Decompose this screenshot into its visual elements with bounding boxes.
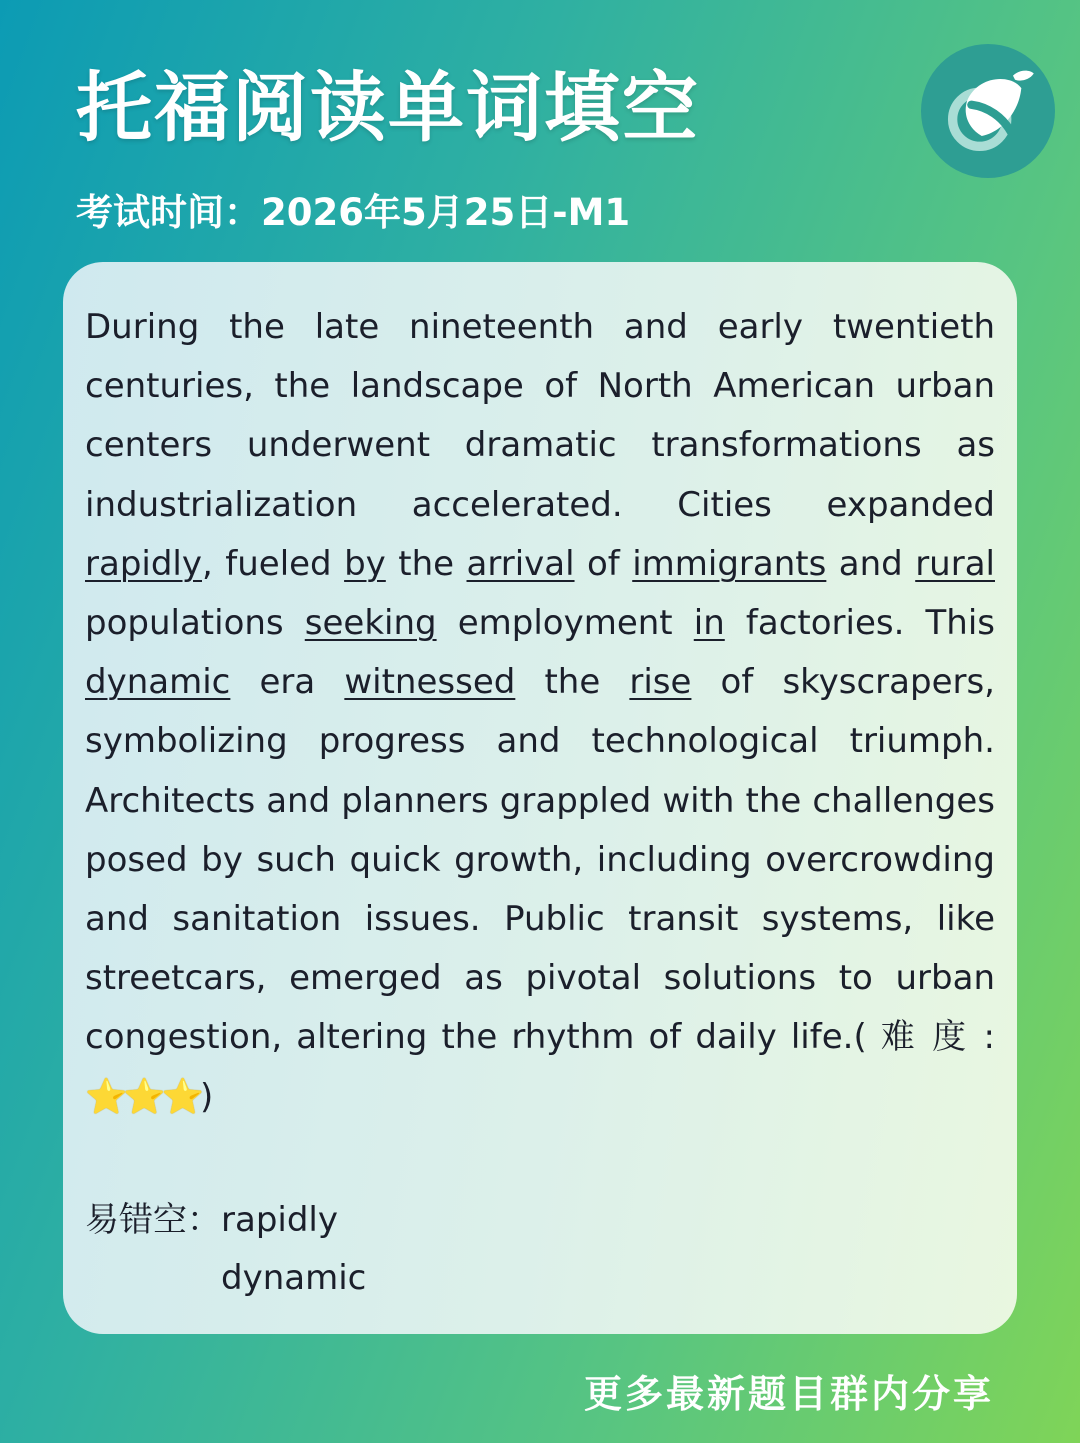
blank-word: in: [693, 603, 725, 644]
footer-text: 更多最新题目群内分享: [583, 1372, 994, 1416]
difficulty-stars-icon: ⭐⭐⭐: [85, 1076, 201, 1117]
app-logo: [921, 44, 1055, 178]
blank-word: seeking: [304, 603, 437, 644]
error-prone-label: 易错空：: [85, 1199, 221, 1240]
blank-word: rapidly: [85, 543, 202, 584]
blank-word: dynamic: [85, 662, 231, 703]
blank-word: witnessed: [344, 662, 516, 703]
page-title: 托福阅读单词填空: [76, 63, 700, 152]
passage-card: [63, 262, 1017, 1334]
difficulty-label: ( 难 度 :: [853, 1017, 995, 1058]
error-prone-list: [221, 1191, 366, 1307]
error-prone-section: [85, 1191, 995, 1307]
blank-word: rural: [915, 543, 995, 584]
blank-word: arrival: [466, 543, 575, 584]
blank-word: rise: [629, 662, 692, 703]
blank-word: by: [344, 543, 386, 584]
error-prone-word: dynamic: [221, 1257, 367, 1298]
passage-text: During the late nineteenth and early twentieth centuries, the landscape of North American urban centers underwent dramatic transformations as industrialization accelerated. Cities expanded rapidly, fueled by the arrival of immigrants and rural populations seeking employment in factories. This dynamic era witnessed the rise of skyscrapers, symbolizing progress and technological triumph. Architects and planners grappled with the challenges posed by such quick growth, including overcrowding and sanitation issues. Public transit systems, like streetcars, emerged as pivotal solutions to urban congestion, altering the rhythm of daily life.( 难 度 : ⭐⭐⭐): [85, 298, 995, 1127]
blank-word: immigrants: [632, 543, 827, 584]
exam-time: 考试时间：2026年5月25日-M1: [76, 191, 631, 234]
error-prone-word: rapidly: [221, 1199, 338, 1240]
leaf-logo-icon: [936, 59, 1040, 163]
